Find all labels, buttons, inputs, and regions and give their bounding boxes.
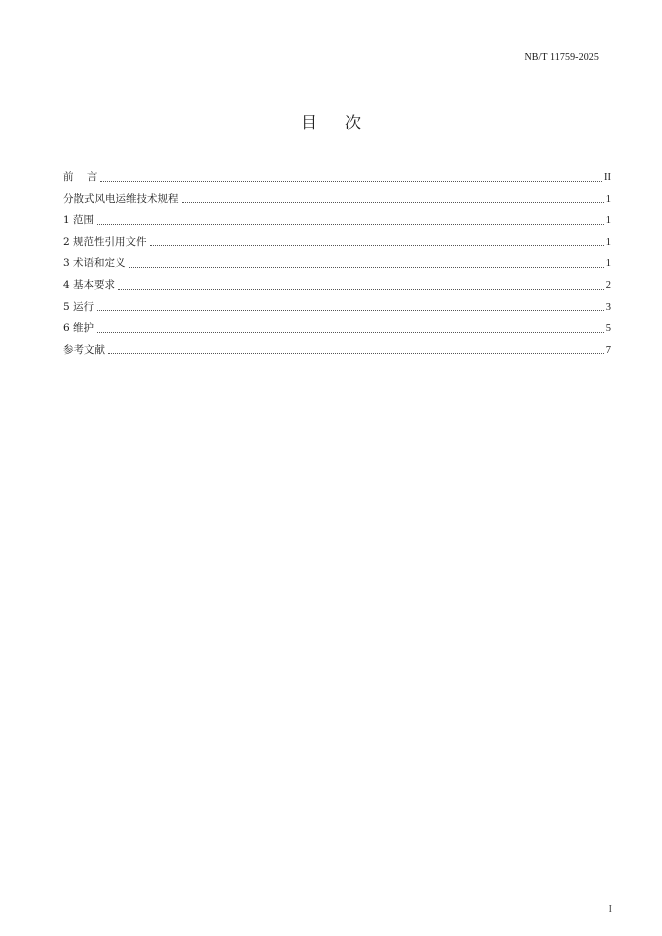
toc-entry-basic-requirements[interactable]: [63, 278, 611, 300]
dot-leader: [118, 288, 604, 290]
toc-title: 目次: [300, 113, 389, 132]
toc-entry-foreword[interactable]: [63, 170, 611, 192]
page-number: I: [608, 904, 612, 915]
toc-entry-page: 1: [605, 215, 611, 227]
toc-entry-page: 3: [605, 301, 611, 313]
dot-leader: [100, 180, 602, 182]
toc-entry-normative-references[interactable]: [63, 235, 611, 257]
dot-leader: [182, 201, 604, 203]
dot-leader: [129, 266, 604, 268]
toc-entry-page: 2: [605, 279, 611, 291]
toc-entry-page: 7: [605, 344, 611, 356]
toc-entry-terms-definitions[interactable]: [63, 256, 611, 278]
document-code: NB/T 11759-2025: [524, 52, 599, 63]
dot-leader: [97, 331, 604, 333]
toc-entry-page: II: [604, 172, 611, 183]
toc-entry-label: 3 术语和定义: [63, 257, 126, 270]
toc-entry-scope[interactable]: [63, 213, 611, 235]
toc-entry-label: 前 言: [63, 171, 98, 183]
toc-entry-page: 1: [605, 193, 611, 205]
toc-list: [63, 170, 611, 364]
toc-entry-label: 4 基本要求: [63, 278, 116, 291]
toc-entry-label: 5 运行: [63, 300, 95, 313]
dot-leader: [97, 309, 604, 311]
toc-entry-maintenance[interactable]: [63, 321, 611, 343]
toc-entry-label: 6 维护: [63, 322, 95, 335]
toc-entry-standard-title[interactable]: [63, 192, 611, 214]
dot-leader: [97, 223, 604, 225]
dot-leader: [108, 352, 604, 354]
toc-entry-page: 1: [605, 236, 611, 248]
dot-leader: [150, 244, 604, 246]
toc-entry-page: 1: [605, 258, 611, 270]
toc-entry-page: 5: [605, 323, 611, 335]
toc-entry-label: 参考文献: [63, 343, 105, 356]
toc-entry-label: 1 范围: [63, 214, 95, 227]
toc-entry-label: 分散式风电运维技术规程: [63, 192, 179, 205]
toc-entry-label: 2 规范性引用文件: [63, 235, 147, 248]
toc-entry-operation[interactable]: [63, 300, 611, 322]
toc-entry-bibliography[interactable]: [63, 343, 611, 365]
